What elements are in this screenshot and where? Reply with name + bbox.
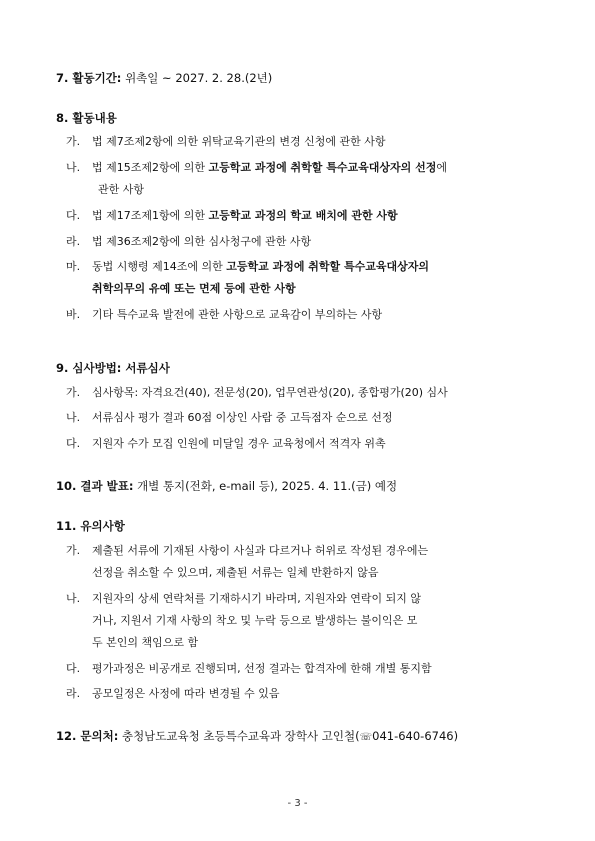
page-number: - 3 - [287,798,308,809]
list-item-continuation: 선정을 취소할 수 있으며, 제출된 서류는 일체 반환하지 않음 [92,566,379,579]
list-item: 바. 기타 특수교육 발전에 관한 사항으로 교육감이 부의하는 사항 [66,308,383,321]
section-11-title: 11. 유의사항 [56,519,125,533]
list-item-continuation: 거나, 지원서 기재 사항의 착오 및 누락 등으로 발생하는 불이익은 모 [92,614,418,627]
list-item: 마. 동법 시행령 제14조에 의한 고등학교 과정에 취학할 특수교육대상자의 [66,260,430,273]
section-9-title: 9. 심사방법: 서류심사 [56,361,170,375]
list-item: 다. 평가과정은 비공개로 진행되며, 선정 결과는 합격자에 한해 개별 통지함 [66,662,432,675]
list-item: 나. 지원자의 상세 연락처를 기재하시기 바라며, 지원자와 연락이 되지 않 [66,592,421,605]
list-item: 라. 공모일정은 사정에 따라 변경될 수 있음 [66,687,280,700]
list-item: 나. 서류심사 평가 결과 60점 이상인 사람 중 고득점자 순으로 선정 [66,411,393,424]
phone-icon: ☏ [359,732,373,743]
list-item-continuation: 취학의무의 유예 또는 면제 등에 관한 사항 [92,282,296,295]
section-12-title: 12. 문의처: 충청남도교육청 초등특수교육과 장학사 고인철(☏041-640-6746) [56,729,459,743]
list-item: 나. 법 제15조제2항에 의한 고등학교 과정에 취학할 특수교육대상자의 선정에 [66,161,447,174]
contact-phone: 041-640-6746 [372,729,454,743]
list-item: 가. 제출된 서류에 기재된 사항이 사실과 다르거나 허위로 작성된 경우에는 [66,544,429,557]
list-item: 가. 법 제7조제2항에 의한 위탁교육기관의 변경 신청에 관한 사항 [66,135,386,148]
section-8-title: 8. 활동내용 [56,111,117,125]
list-item-continuation: 관한 사항 [98,183,145,196]
section-10-title: 10. 결과 발표: 개별 통지(전화, e-mail 등), 2025. 4. 11.(금) 예정 [56,479,398,493]
list-item: 가. 심사항목: 자격요건(40), 전문성(20), 업무연관성(20), 종합평가(20) 심사 [66,386,448,399]
list-item: 라. 법 제36조제2항에 의한 심사청구에 관한 사항 [66,235,312,248]
list-item: 다. 법 제17조제1항에 의한 고등학교 과정의 학교 배치에 관한 사항 [66,209,398,222]
list-item: 다. 지원자 수가 모집 인원에 미달일 경우 교육청에서 적격자 위촉 [66,437,386,450]
section-7-title: 7. 활동기간: 위촉일 ~ 2027. 2. 28.(2년) [56,71,273,85]
list-item-continuation: 두 본인의 책임으로 함 [92,636,199,649]
